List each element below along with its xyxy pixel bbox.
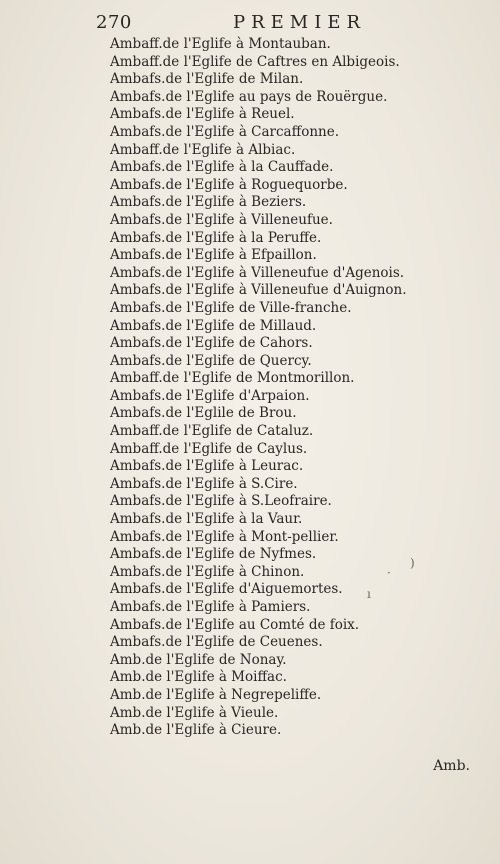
list-item: Ambafs.de l'Eglife à Villeneufue d'Agenois.: [110, 264, 405, 281]
list-item: Ambafs.de l'Eglife à S.Cire.: [110, 475, 298, 492]
ink-speck: ·: [387, 566, 391, 580]
list-item: Ambafs.de l'Eglife à Villeneufue d'Auignon.: [110, 282, 407, 299]
list-item: Ambafs.de l'Eglife au Comté de foix.: [110, 616, 360, 633]
page-header: [96, 12, 380, 36]
list-item: Ambafs.de l'Eglife à Carcaffonne.: [110, 123, 339, 140]
page-number: 270: [96, 12, 132, 33]
list-item: Ambafs.de l'Eglife à Beziers.: [110, 194, 307, 211]
list-item: Ambafs.de l'Eglife à Roguequorbe.: [110, 176, 348, 193]
list-item: Ambaff.de l'Eglife à Montauban.: [110, 36, 331, 52]
list-item: Amb.de l'Eglife à Moiffac.: [110, 669, 287, 686]
list-item: Ambafs.de l'Eglile de Brou.: [110, 405, 297, 422]
list-item: Ambafs.de l'Eglife à Leurac.: [110, 458, 304, 475]
list-item: Ambaff.de l'Eglife de Cataluz.: [110, 423, 314, 440]
list-item: Ambafs.de l'Eglife à la Vaur.: [110, 511, 303, 528]
list-item: Amb.de l'Eglife de Nonay.: [110, 651, 287, 668]
list-item: Ambafs.de l'Eglife au pays de Rouërgue.: [110, 88, 388, 105]
list-item: Ambafs.de l'Eglife à Chinon.: [110, 563, 305, 580]
running-head: PREMIER: [233, 12, 367, 33]
list-item: Ambafs.de l'Eglife de Nyfmes.: [110, 546, 317, 563]
list-item: Amb.de l'Eglife à Cieure.: [110, 722, 282, 739]
list-item: Ambafs.de l'Eglife à Villeneufue.: [110, 211, 333, 228]
list-item: Ambafs.de l'Eglife d'Aiguemortes.: [110, 581, 343, 598]
list-item: Ambaff.de l'Eglife de Caylus.: [110, 440, 308, 457]
list-item: Ambafs.de l'Eglife à Reuel.: [110, 106, 295, 123]
list-item: Ambafs.de l'Eglife à Mont-pellier.: [110, 528, 339, 545]
list-item: Ambafs.de l'Eglife de Millaud.: [110, 317, 317, 334]
list-item: Ambaff.de l'Eglife à Albiac.: [110, 141, 296, 158]
list-item: Ambaff.de l'Eglife de Caftres en Albigeois.: [110, 53, 400, 70]
list-item: Ambafs.de l'Eglife de Ceuenes.: [110, 634, 323, 651]
ink-speck: ı: [367, 587, 371, 601]
list-item: Ambafs.de l'Eglife de Cahors.: [110, 335, 313, 352]
list-item: Ambafs.de l'Eglife de Ville-franche.: [110, 299, 352, 316]
list-item: Ambafs.de l'Eglife à la Peruffe.: [110, 229, 322, 246]
list-item: Ambafs.de l'Eglife à S.Leofraire.: [110, 493, 332, 510]
ink-speck: ): [410, 556, 415, 570]
list-item: Amb.de l'Eglife à Vieule.: [110, 704, 279, 721]
catchword: Amb.: [433, 758, 470, 774]
list-item: Ambafs.de l'Eglife à Efpaillon.: [110, 247, 317, 264]
list-item: Ambafs.de l'Eglife de Quercy.: [110, 352, 312, 369]
list-item: Amb.de l'Eglife à Negrepeliffe.: [110, 686, 322, 703]
list-item: Ambafs.de l'Eglife à Pamiers.: [110, 599, 311, 615]
list-item: Ambaff.de l'Eglife de Montmorillon.: [110, 370, 355, 387]
list-item: Ambafs.de l'Eglife de Milan.: [110, 71, 304, 88]
list-item: Ambafs.de l'Eglife d'Arpaion.: [110, 387, 310, 404]
entry-list: [110, 36, 470, 740]
list-item: Ambafs.de l'Eglife à la Cauffade.: [110, 159, 334, 176]
